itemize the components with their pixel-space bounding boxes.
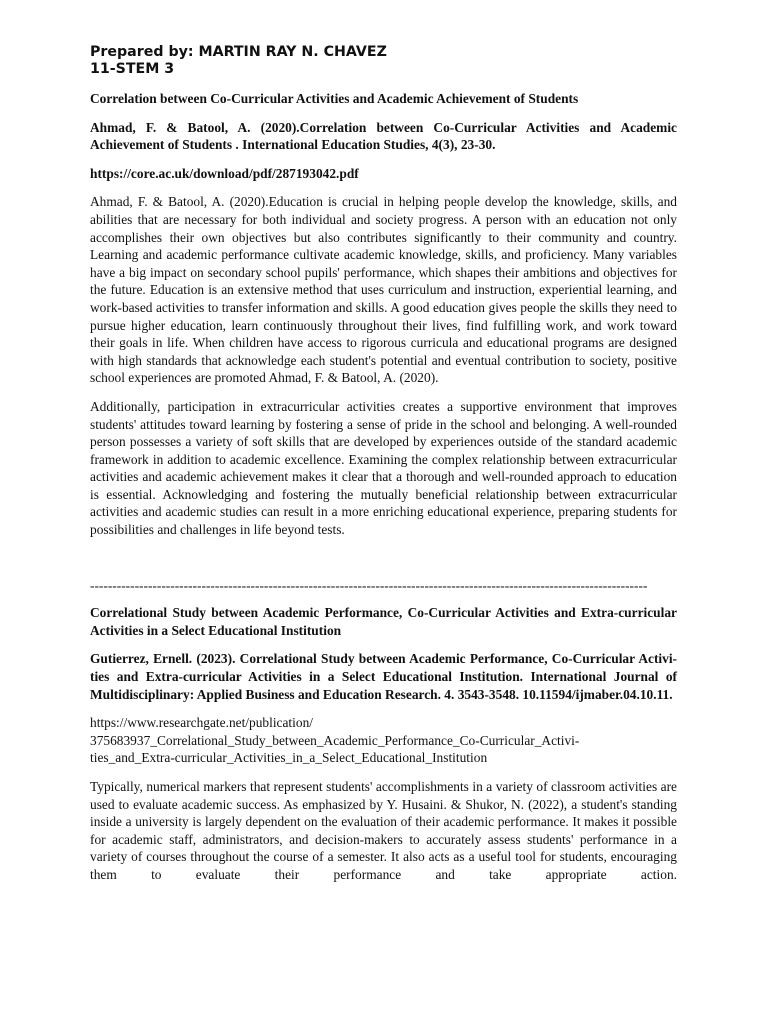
study2-link bbox=[90, 714, 677, 767]
class-section: 11-STEM 3 bbox=[90, 61, 175, 77]
study1-citation: Ahmad, F. & Batool, A. (2020).Correlation between Co-Curricular Activities and Academic Achievement of Students . International Education Studies, 4(3), 23-30. bbox=[90, 119, 677, 153]
section-divider: ----------------------------------------------------------------------------------------------------------------------------- bbox=[90, 577, 648, 593]
study1-title: Correlation between Co-Curricular Activities and Academic Achievement of Students bbox=[90, 91, 579, 106]
prepared-by-label: Prepared by: bbox=[90, 44, 199, 60]
study2-link-line-3: ties_and_Extra-curricular_Activities_in_a_Select_Educational_Institution bbox=[90, 750, 488, 766]
study1-paragraph-1: Ahmad, F. & Batool, A. (2020).Education is crucial in helping people develop the knowledge, skills, and abilities that are necessary for both individual and society progress. A person with an education not only accomplishes their own objectives but also contributes significantly to their community and country. Learning and academic performance cultivate academic knowledge, skills, and proficiency. Many variables have a big impact on secondary school pupils' performance, which shapes their ambitions and objectives for the future. Education is an extensive method that uses curriculum and instruction, experiential learning, and work-based activities to transfer information and skills. A good education gives people the skills they need to pursue higher education, learn continuously throughout their lives, find fulfilling work, and work toward their goals in life. When children have access to rigorous curricula and educational programs are designed with high standards that acknowledge each student's potential and eventual contribution to society, positive school experiences are promoted Ahmad, F. & Batool, A. (2020). bbox=[90, 194, 677, 386]
study1-paragraph-2: Additionally, participation in extracurricular activities creates a supportive environment that improves students' attitudes toward learning by fostering a sense of pride in the school and belonging. A well-rounded person possesses a variety of soft skills that are developed by experiences outside of the standard academic framework in addition to academic excellence. Examining the complex relationship between extracurricular activities and academic achievement makes it clear that a thorough and well-rounded approach to education is essential. Acknowledging and fostering the mutually beneficial relationship between extracurricular activities and academic studies can result in a more enriching educational experience, preparing students for possibilities and challenges in life beyond tests. bbox=[90, 398, 677, 538]
study2-paragraph-1: Typically, numerical markers that represent students' accomplishments in a variety of classroom activities are used to evaluate academic success. As emphasized by Y. Husaini. & Shukor, N. (2022), a student's standing inside a university is largely dependent on the evaluation of their academic performance. It makes it possible for academic staff, administrators, and decision-makers to accurately assess students' performance in a variety of courses throughout the course of a semester. It also acts as a useful tool for students, encouraging them to evaluate their performance and take appropriate action. bbox=[90, 779, 677, 882]
study2-title: Correlational Study between Academic Performance, Co-Curricular Activities and Extra-curricular Activities in a Select Educational Institution bbox=[90, 605, 677, 638]
study1-link: https://core.ac.uk/download/pdf/287193042.pdf bbox=[90, 165, 359, 181]
study2-citation: Gutierrez, Ernell. (2023). Correlational Study between Academic Performance, Co-Curricular Activi-ties and Extra-curricular Activities in a Select Educational Institution. International Journal of Multidisciplinary: Applied Business and Education Research. 4. 3543-3548. 10.11594/ijmaber.04.10.11. bbox=[90, 651, 677, 702]
prepared-by-line bbox=[90, 44, 677, 61]
author-name: MARTIN RAY N. CHAVEZ bbox=[198, 44, 387, 60]
document-page bbox=[90, 44, 677, 884]
study2-link-line-1: https://www.researchgate.net/publication/ bbox=[90, 715, 313, 731]
study2-link-line-2: 375683937_Correlational_Study_between_Academic_Performance_Co-Curricular_Activi- bbox=[90, 732, 580, 748]
